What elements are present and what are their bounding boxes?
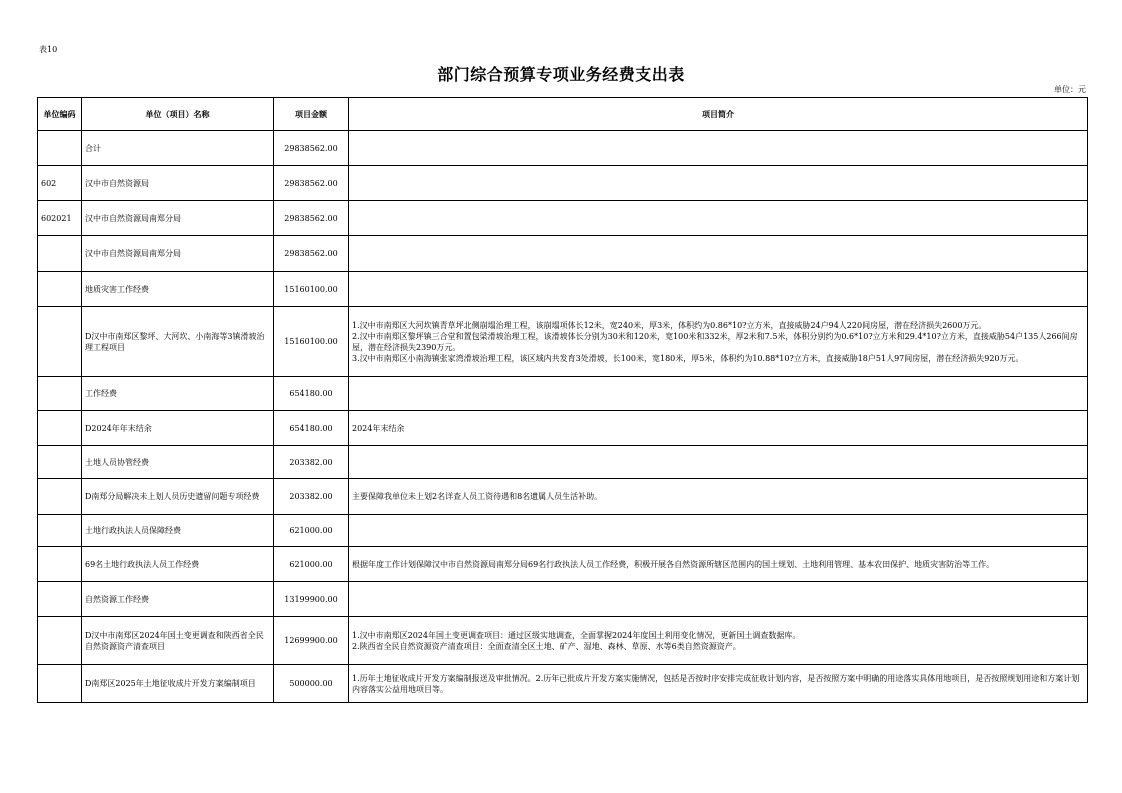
unit-code-cell xyxy=(38,411,82,446)
column-header-description: 项目简介 xyxy=(349,98,1088,131)
amount-cell: 203382.00 xyxy=(274,479,349,515)
project-name-cell: 69名土地行政执法人员工作经费 xyxy=(82,547,274,582)
description-cell xyxy=(349,131,1088,166)
header-row xyxy=(38,98,1088,131)
project-name-cell: 汉中市自然资源局南郑分局 xyxy=(82,201,274,236)
description-cell xyxy=(349,272,1088,307)
unit-code-cell: 602 xyxy=(38,166,82,201)
budget-table xyxy=(37,97,1088,703)
unit-code-cell xyxy=(38,665,82,703)
unit-code-cell xyxy=(38,617,82,665)
amount-cell: 29838562.00 xyxy=(274,236,349,272)
description-cell: 1.历年土地征收成片开发方案编制报送及审批情况。2.历年已批成片开发方案实施情况，包括是否按时序安排完成征收计划内容，是否按照方案中明确的用途落实具体用地项目，是否按照规划用途和方案计划内容落实公益用地项目等。 xyxy=(349,665,1088,703)
unit-code-cell xyxy=(38,272,82,307)
column-header-name: 单位（项目）名称 xyxy=(82,98,274,131)
table-row xyxy=(38,131,1088,166)
description-cell: 1.汉中市南郑区大河坎镇青草坪北侧崩塌治理工程，该崩塌项体长12米，宽240米，厚3米，体积约为0.86*10?立方米，直接威胁24户94人220间房屋，潜在经济损失2600万元。 2.汉中市南郑区黎坪镇三合堂和置包梁滑坡治理工程，该滑坡体长分别为30米和120米，宽100米和332米，厚2米和7.5米，体积分别约为0.6*10?立方米和29.4*10?立方米，直接威胁54户135人266间房屋，潜在经济损失2390万元。 3.汉中市南郑区小南海镇张家湾滑坡治理工程，该区域内共发育3处滑坡，长100米，宽180米，厚5米，体积约为10.88*10?立方米，直接威胁18户51人97间房屋，潜在经济损失920万元。 xyxy=(349,307,1088,377)
amount-cell: 621000.00 xyxy=(274,515,349,547)
unit-code-cell xyxy=(38,582,82,617)
description-cell xyxy=(349,446,1088,479)
amount-cell: 654180.00 xyxy=(274,411,349,446)
table-row xyxy=(38,617,1088,665)
description-cell xyxy=(349,236,1088,272)
amount-cell: 29838562.00 xyxy=(274,166,349,201)
amount-cell: 15160100.00 xyxy=(274,307,349,377)
table-body xyxy=(38,131,1088,703)
table-row xyxy=(38,236,1088,272)
table-row xyxy=(38,377,1088,411)
description-cell xyxy=(349,201,1088,236)
project-name-cell: 地质灾害工作经费 xyxy=(82,272,274,307)
table-row xyxy=(38,166,1088,201)
table-row xyxy=(38,665,1088,703)
amount-cell: 29838562.00 xyxy=(274,201,349,236)
unit-code-cell xyxy=(38,515,82,547)
project-name-cell: D南郑区2025年土地征收成片开发方案编制项目 xyxy=(82,665,274,703)
table-row xyxy=(38,515,1088,547)
unit-code-cell xyxy=(38,479,82,515)
project-name-cell: D汉中市南郑区黎坪、大河坎、小南海等3镇滑坡治理工程项目 xyxy=(82,307,274,377)
unit-code-cell xyxy=(38,547,82,582)
unit-code-cell xyxy=(38,446,82,479)
table-row xyxy=(38,201,1088,236)
table-row xyxy=(38,479,1088,515)
amount-cell: 621000.00 xyxy=(274,547,349,582)
unit-label: 单位：元 xyxy=(1054,85,1086,94)
description-cell xyxy=(349,377,1088,411)
page-title: 部门综合预算专项业务经费支出表 xyxy=(437,65,685,84)
unit-code-cell xyxy=(38,236,82,272)
description-cell xyxy=(349,582,1088,617)
description-cell xyxy=(349,515,1088,547)
project-name-cell: 汉中市自然资源局 xyxy=(82,166,274,201)
project-name-cell: D2024年年末结余 xyxy=(82,411,274,446)
table-number: 表10 xyxy=(39,45,58,54)
unit-code-cell: 602021 xyxy=(38,201,82,236)
table-header xyxy=(38,98,1088,131)
amount-cell: 500000.00 xyxy=(274,665,349,703)
project-name-cell: 汉中市自然资源局南郑分局 xyxy=(82,236,274,272)
unit-code-cell xyxy=(38,131,82,166)
amount-cell: 13199900.00 xyxy=(274,582,349,617)
amount-cell: 29838562.00 xyxy=(274,131,349,166)
column-header-code: 单位编码 xyxy=(38,98,82,131)
amount-cell: 12699900.00 xyxy=(274,617,349,665)
table-row xyxy=(38,582,1088,617)
project-name-cell: 合计 xyxy=(82,131,274,166)
table-row xyxy=(38,272,1088,307)
amount-cell: 15160100.00 xyxy=(274,272,349,307)
unit-code-cell xyxy=(38,377,82,411)
table-row xyxy=(38,411,1088,446)
description-cell: 1.汉中市南郑区2024年国土变更调查项目：通过区级实地调查，全面掌握2024年度国土利用变化情况，更新国土调查数据库。 2.陕西省全民自然资源资产清查项目：全面查清全区土地、矿产、湿地、森林、草原、水等6类自然资源资产。 xyxy=(349,617,1088,665)
project-name-cell: 自然资源工作经费 xyxy=(82,582,274,617)
table-row xyxy=(38,307,1088,377)
project-name-cell: 工作经费 xyxy=(82,377,274,411)
amount-cell: 203382.00 xyxy=(274,446,349,479)
table-row xyxy=(38,547,1088,582)
project-name-cell: 土地行政执法人员保障经费 xyxy=(82,515,274,547)
table-row xyxy=(38,446,1088,479)
description-cell: 2024年末结余 xyxy=(349,411,1088,446)
amount-cell: 654180.00 xyxy=(274,377,349,411)
description-cell xyxy=(349,166,1088,201)
description-cell: 根据年度工作计划保障汉中市自然资源局南郑分局69名行政执法人员工作经费，积极开展各自然资源所辖区范围内的国土规划、土地利用管理、基本农田保护、地质灾害防治等工作。 xyxy=(349,547,1088,582)
description-cell: 主要保障我单位未上划2名详查人员工资待遇和8名遗属人员生活补助。 xyxy=(349,479,1088,515)
column-header-amount: 项目金额 xyxy=(274,98,349,131)
project-name-cell: D汉中市南郑区2024年国土变更调查和陕西省全民自然资源资产清查项目 xyxy=(82,617,274,665)
project-name-cell: 土地人员协管经费 xyxy=(82,446,274,479)
project-name-cell: D南郑分局解决未上划人员历史遗留问题专项经费 xyxy=(82,479,274,515)
unit-code-cell xyxy=(38,307,82,377)
